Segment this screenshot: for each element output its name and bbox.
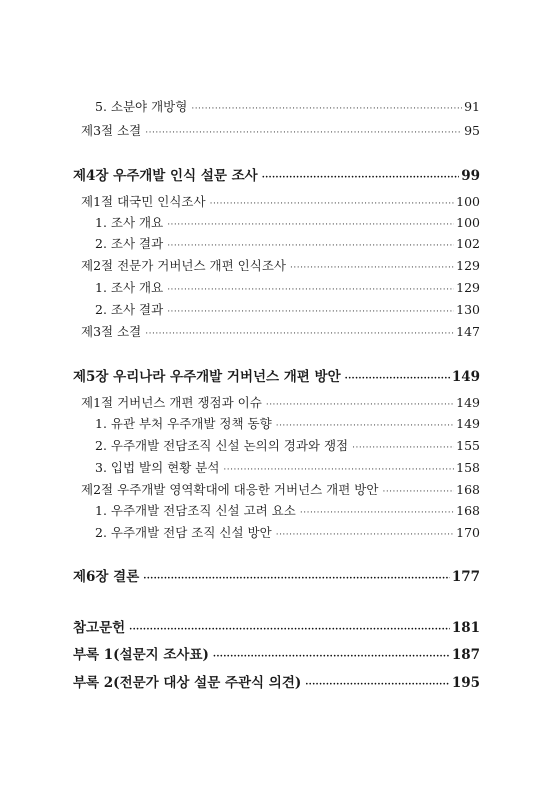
toc-leader-dots (210, 196, 455, 212)
toc-leader-dots (167, 217, 454, 233)
toc-entry-label: 1. 조사 개요 (95, 215, 164, 230)
toc-entry-label: 제6장 결론 (73, 569, 140, 585)
toc-entry-label: 제2절 전문가 거버넌스 개편 인식조사 (81, 258, 286, 273)
toc-entry-label: 제1절 거버넌스 개편 쟁점과 이슈 (81, 395, 262, 410)
toc-leader-dots (167, 304, 454, 320)
toc-entry[interactable] (73, 258, 480, 276)
toc-entry-label: 2. 조사 결과 (95, 236, 164, 251)
toc-chapter-entry[interactable] (73, 369, 480, 387)
toc-page-number: 149 (456, 395, 480, 410)
toc-leader-dots (213, 649, 450, 665)
toc-entry-label: 1. 우주개발 전담조직 신설 고려 요소 (95, 503, 296, 518)
toc-chapter-entry[interactable] (73, 168, 480, 186)
toc-entry-label: 부록 2(전문가 대상 설문 주관식 의견) (73, 675, 302, 691)
toc-page-number: 91 (464, 99, 480, 114)
toc-chapter-entry[interactable] (73, 675, 480, 693)
toc-leader-dots (262, 170, 460, 186)
toc-page-number: 99 (461, 168, 480, 184)
toc-entry-label: 1. 유관 부처 우주개발 정책 동향 (95, 416, 272, 431)
toc-page-number: 158 (456, 460, 480, 475)
toc-entry-label: 부록 1(설문지 조사표) (73, 647, 209, 663)
toc-chapter-entry[interactable] (73, 569, 480, 587)
toc-page-number: 168 (456, 482, 480, 497)
toc-entry-label: 참고문헌 (73, 620, 126, 636)
toc-entry[interactable] (73, 525, 480, 543)
toc-entry[interactable] (73, 460, 480, 478)
toc-entry-label: 제2절 우주개발 영역확대에 대응한 거버넌스 개편 방안 (81, 482, 379, 497)
toc-chapter-entry[interactable] (73, 647, 480, 665)
toc-entry[interactable] (73, 324, 480, 342)
toc-entry[interactable] (73, 99, 480, 117)
toc-page-number: 187 (451, 647, 480, 663)
toc-page-number: 170 (456, 525, 480, 540)
toc-leader-dots (352, 440, 454, 456)
toc-entry-label: 2. 우주개발 전담조직 신설 논의의 경과와 쟁점 (95, 438, 349, 453)
toc-leader-dots (145, 125, 462, 141)
toc-leader-dots (276, 418, 454, 434)
toc-leader-dots (345, 371, 450, 387)
toc-entry-label: 2. 우주개발 전담 조직 신설 방안 (95, 525, 272, 540)
toc-entry-label: 제3절 소결 (81, 324, 142, 339)
toc-entry[interactable] (73, 280, 480, 298)
toc-entry-label: 1. 조사 개요 (95, 280, 164, 295)
toc-leader-dots (266, 397, 454, 413)
toc-entry-label: 제1절 대국민 인식조사 (81, 194, 206, 209)
toc-leader-dots (290, 260, 454, 276)
table-of-contents (73, 0, 480, 800)
toc-entry[interactable] (73, 236, 480, 254)
toc-leader-dots (167, 238, 454, 254)
toc-leader-dots (276, 527, 454, 543)
toc-entry-label: 2. 조사 결과 (95, 302, 164, 317)
toc-page-number: 149 (456, 416, 480, 431)
toc-page-number: 100 (456, 194, 480, 209)
toc-entry[interactable] (73, 395, 480, 413)
toc-page-number: 95 (464, 123, 480, 138)
toc-entry-label: 제4장 우주개발 인식 설문 조사 (73, 168, 258, 184)
toc-page-number: 100 (456, 215, 480, 230)
toc-page-number: 102 (456, 236, 480, 251)
toc-entry-label: 제5장 우리나라 우주개발 거버넌스 개편 방안 (73, 369, 341, 385)
toc-page-number: 181 (451, 620, 480, 636)
toc-entry[interactable] (73, 302, 480, 320)
toc-page-number: 129 (456, 280, 480, 295)
toc-entry-label: 3. 입법 발의 현황 분석 (95, 460, 220, 475)
toc-page-number: 149 (451, 369, 480, 385)
toc-page-number: 147 (456, 324, 480, 339)
toc-entry[interactable] (73, 194, 480, 212)
toc-entry[interactable] (73, 438, 480, 456)
toc-chapter-entry[interactable] (73, 620, 480, 638)
toc-leader-dots (223, 462, 454, 478)
toc-leader-dots (191, 101, 462, 117)
toc-leader-dots (300, 505, 454, 521)
toc-leader-dots (382, 484, 454, 500)
toc-leader-dots (167, 282, 454, 298)
toc-leader-dots (129, 622, 450, 638)
toc-entry-label: 5. 소분야 개방형 (95, 99, 188, 114)
toc-entry[interactable] (73, 416, 480, 434)
toc-page-number: 177 (451, 569, 480, 585)
toc-page-number: 168 (456, 503, 480, 518)
toc-leader-dots (305, 677, 450, 693)
toc-entry[interactable] (73, 503, 480, 521)
toc-page-number: 130 (456, 302, 480, 317)
toc-page-number: 155 (456, 438, 480, 453)
toc-entry[interactable] (73, 482, 480, 500)
toc-entry-label: 제3절 소결 (81, 123, 142, 138)
toc-page-number: 195 (451, 675, 480, 691)
toc-leader-dots (145, 326, 454, 342)
toc-leader-dots (143, 571, 450, 587)
toc-page-number: 129 (456, 258, 480, 273)
toc-entry[interactable] (73, 215, 480, 233)
toc-entry[interactable] (73, 123, 480, 141)
